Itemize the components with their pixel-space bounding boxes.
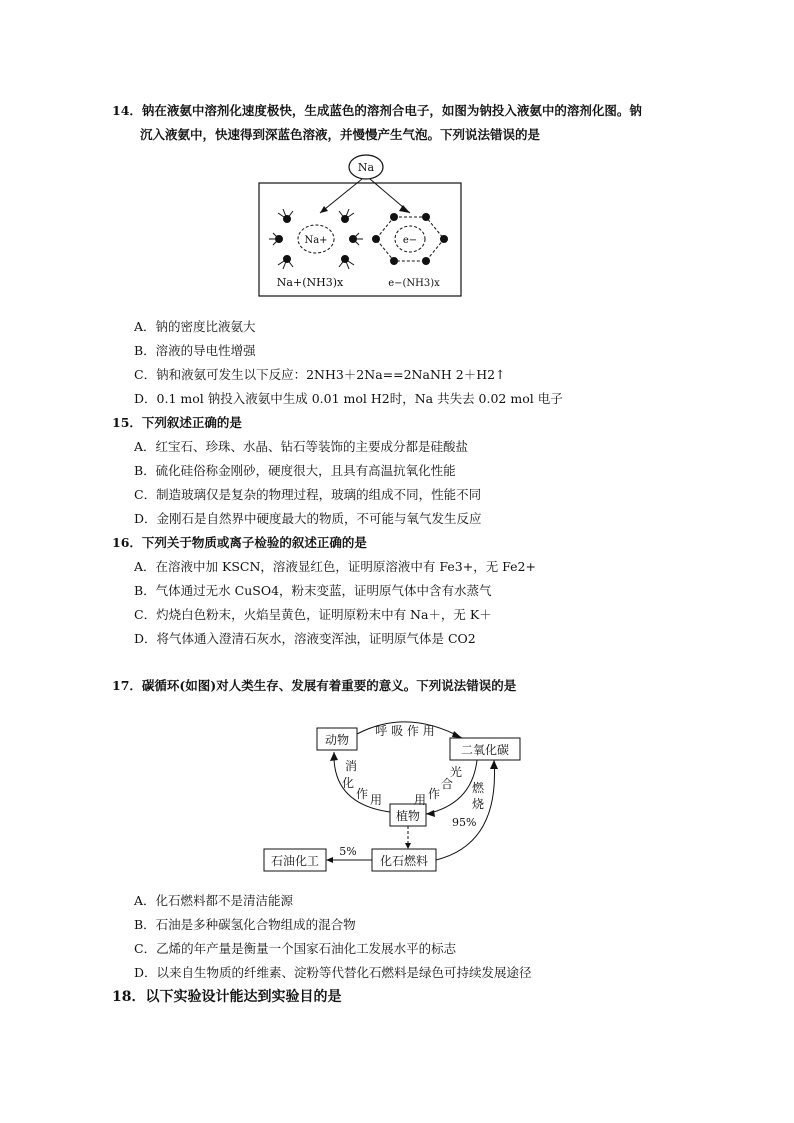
q14-option-a: A．钠的密度比液氨大 [134, 319, 256, 334]
na-ion-label: Na+ [304, 235, 328, 246]
pct95-label: 95% [452, 816, 477, 829]
burn-label-2: 烧 [472, 797, 485, 811]
photo-label-2: 合 [441, 777, 454, 791]
co2-box: 二氧化碳 [460, 743, 510, 757]
digestion-label-1: 消 [345, 759, 358, 773]
q14-solvation-figure [258, 153, 463, 298]
plant-box: 植物 [395, 809, 421, 823]
q17-option-c: C．乙烯的年产量是衡量一个国家石油化工发展水平的标志 [134, 941, 457, 956]
respiration-label: 呼 吸 作 用 [375, 724, 435, 738]
q16-stem: 16．下列关于物质或离子检验的叙述正确的是 [112, 535, 367, 550]
electron-label: e− [402, 235, 418, 246]
q15-stem: 15．下列叙述正确的是 [112, 415, 242, 430]
pct5-label: 5% [339, 845, 357, 858]
q16-option-a: A．在溶液中加 KSCN，溶液显红色，证明原溶液中有 Fe3+，无 Fe2+ [134, 559, 536, 574]
q15-option-c: C．制造玻璃仅是复杂的物理过程，玻璃的组成不同，性能不同 [134, 487, 482, 502]
carbon-cycle-figure [262, 712, 532, 874]
q14-option-b: B．溶液的导电性增强 [134, 343, 256, 358]
na-label: Na [357, 161, 375, 174]
q14-stem-line2: 沉入液氨中，快速得到深蓝色溶液，并慢慢产生气泡。下列说法错误的是 [140, 127, 541, 142]
petro-box: 石油化工 [270, 854, 320, 868]
electron-caption: e−(NH3)x [388, 278, 440, 289]
q16-option-b: B．气体通过无水 CuSO4，粉末变蓝，证明原气体中含有水蒸气 [134, 583, 492, 598]
q16-option-d: D．将气体通入澄清石灰水，溶液变浑浊，证明原气体是 CO2 [134, 631, 476, 646]
q17-option-d: D．以来自生物质的纤维素、淀粉等代替化石燃料是绿色可持续发展途径 [134, 965, 532, 980]
burn-label-1: 燃 [472, 781, 485, 795]
animal-box: 动物 [324, 733, 350, 747]
q18-stem: 18．以下实验设计能达到实验目的是 [112, 989, 342, 1005]
photo-label-1: 光 [450, 765, 463, 779]
photo-label-4: 用 [414, 793, 427, 807]
q17-stem: 17．碳循环(如图)对人类生存、发展有着重要的意义。下列说法错误的是 [112, 678, 517, 693]
digestion-label-2: 化 [342, 776, 355, 790]
q14-option-c: C．钠和液氨可发生以下反应：2NH3＋2Na==2NaNH 2＋H2↑ [134, 367, 506, 382]
q15-option-b: B．硫化硅俗称金刚砂，硬度很大，且具有高温抗氧化性能 [134, 463, 456, 478]
digestion-label-3: 作 [356, 787, 369, 801]
q14-option-d: D．0.1 mol 钠投入液氨中生成 0.01 mol H2时，Na 共失去 0.02 mol 电子 [134, 391, 563, 406]
fossil-box: 化石燃料 [379, 854, 429, 868]
photo-label-3: 作 [428, 787, 441, 801]
q15-option-d: D．金刚石是自然界中硬度最大的物质，不可能与氧气发生反应 [134, 511, 482, 526]
q16-option-c: C．灼烧白色粉末，火焰呈黄色，证明原粉末中有 Na＋，无 K＋ [134, 607, 492, 622]
q17-option-a: A．化石燃料都不是清洁能源 [134, 893, 294, 908]
q17-option-b: B．石油是多种碳氢化合物组成的混合物 [134, 917, 356, 932]
digestion-label-4: 用 [370, 793, 383, 807]
q14-stem-line1: 14．钠在液氨中溶剂化速度极快，生成蓝色的溶剂合电子，如图为钠投入液氨中的溶剂化图。钠 [112, 103, 642, 118]
na-caption: Na+(NH3)x [276, 276, 344, 289]
q15-option-a: A．红宝石、珍珠、水晶、钻石等装饰的主要成分都是硅酸盐 [134, 439, 469, 454]
